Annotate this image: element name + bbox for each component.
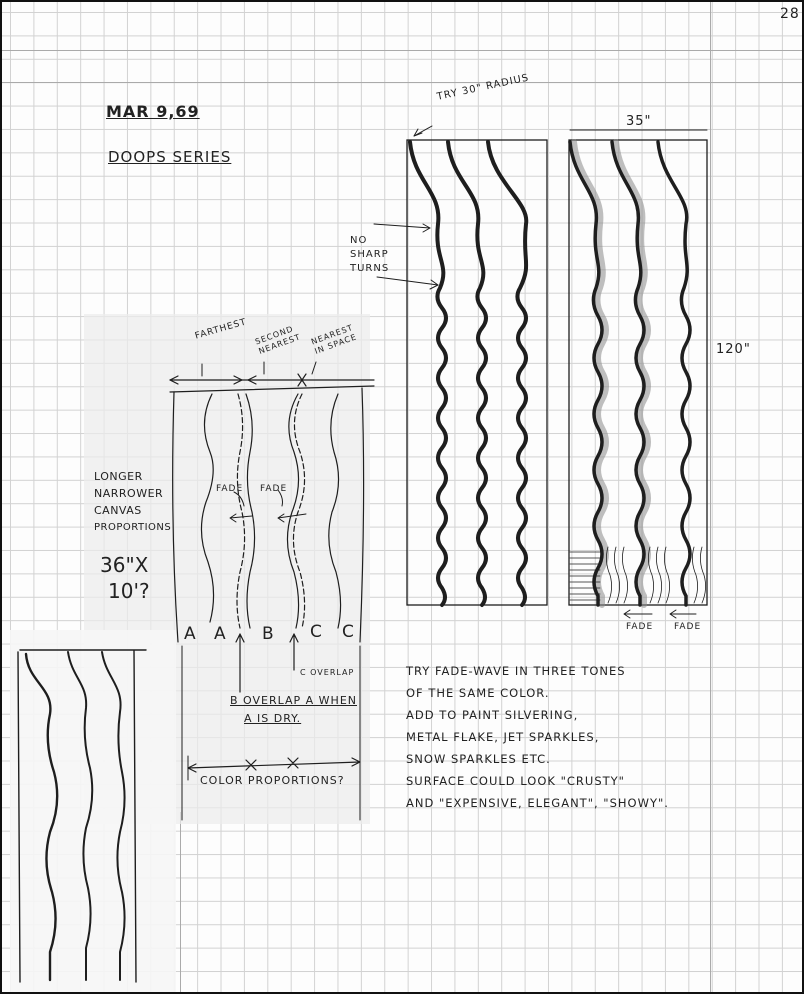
color-proportions-label: COLOR PROPORTIONS?: [200, 774, 345, 787]
width-label: 35": [626, 114, 652, 129]
fade-arrow-2: [670, 610, 696, 618]
sketch-column-a: [201, 394, 213, 622]
fade-arrow-1: [624, 610, 652, 618]
arrow-up-a: [236, 634, 244, 692]
notes-line: SURFACE COULD LOOK "CRUSTY": [406, 774, 625, 788]
second-nearest-label: SECOND NEAREST: [254, 324, 302, 356]
notes-line: METAL FLAKE, JET SPARKLES,: [406, 730, 600, 744]
sketch-column-b: [287, 394, 298, 628]
small-sketch-frame: [18, 650, 146, 982]
turns-arrow-upper: [374, 224, 430, 228]
notes-paragraph: [406, 660, 669, 814]
wave-line-left-3: [488, 142, 526, 605]
column-letter-a1: A: [184, 624, 197, 644]
proportion-note: LONGER NARROWER CANVAS PROPORTIONS: [94, 470, 172, 533]
wave-line-left-1: [410, 142, 446, 605]
left-fade-arrow-1: [230, 514, 252, 522]
arrow-up-c: [290, 634, 298, 670]
notes-line: TRY FADE-WAVE IN THREE TONES: [406, 664, 626, 678]
b-overlap-note: B OVERLAP A WHEN A IS DRY.: [230, 694, 358, 725]
wave-line-right-3: [658, 142, 690, 605]
height-label: 120": [716, 342, 751, 357]
column-letter-c2: C: [342, 622, 355, 642]
wave-line-right-2: [612, 142, 644, 605]
left-fade-arrow-2: [278, 514, 306, 522]
fade-label-1: FADE: [626, 622, 654, 632]
notes-line: SNOW SPARKLES ETC.: [406, 752, 551, 766]
sketch-column-c: [329, 394, 341, 628]
wave-line-left-2: [448, 142, 486, 605]
entry-date: MAR 9,69: [106, 102, 200, 121]
farthest-label: FARTHEST: [194, 317, 248, 342]
size-note: 36"X 10'?: [100, 553, 150, 603]
nearest-in-space-label: NEAREST IN SPACE: [310, 322, 359, 356]
page-number: 28: [780, 6, 800, 22]
column-letter-b: B: [262, 624, 275, 644]
column-letter-c1: C: [310, 622, 323, 642]
c-overlap-label: C OVERLAP: [300, 668, 355, 677]
notes-line: OF THE SAME COLOR.: [406, 686, 550, 700]
radius-note: TRY 30" RADIUS: [436, 72, 531, 103]
sketch-column-a2: [237, 394, 245, 628]
small-wave-1: [26, 654, 57, 980]
column-letter-a2: A: [214, 624, 227, 644]
fade-label-2: FADE: [674, 622, 702, 632]
wave-shadow-right-2: [616, 142, 648, 605]
wave-line-right-1: [570, 142, 602, 605]
series-title: DOOPS SERIES: [108, 148, 232, 166]
left-sketch-edge-left: [173, 392, 178, 642]
color-dimension-line: [188, 762, 360, 768]
notes-line: AND "EXPENSIVE, ELEGANT", "SHOWY".: [406, 796, 669, 810]
notes-line: ADD TO PAINT SILVERING,: [406, 708, 579, 722]
left-sketch-edge-right: [360, 388, 364, 642]
turns-note: NO SHARP TURNS: [350, 235, 390, 274]
wave-shadow-right-1: [574, 142, 606, 605]
left-fade-label-1: FADE: [216, 484, 244, 494]
small-wave-2: [68, 652, 92, 980]
small-wave-3: [102, 652, 125, 980]
left-fade-label-2: FADE: [260, 484, 288, 494]
